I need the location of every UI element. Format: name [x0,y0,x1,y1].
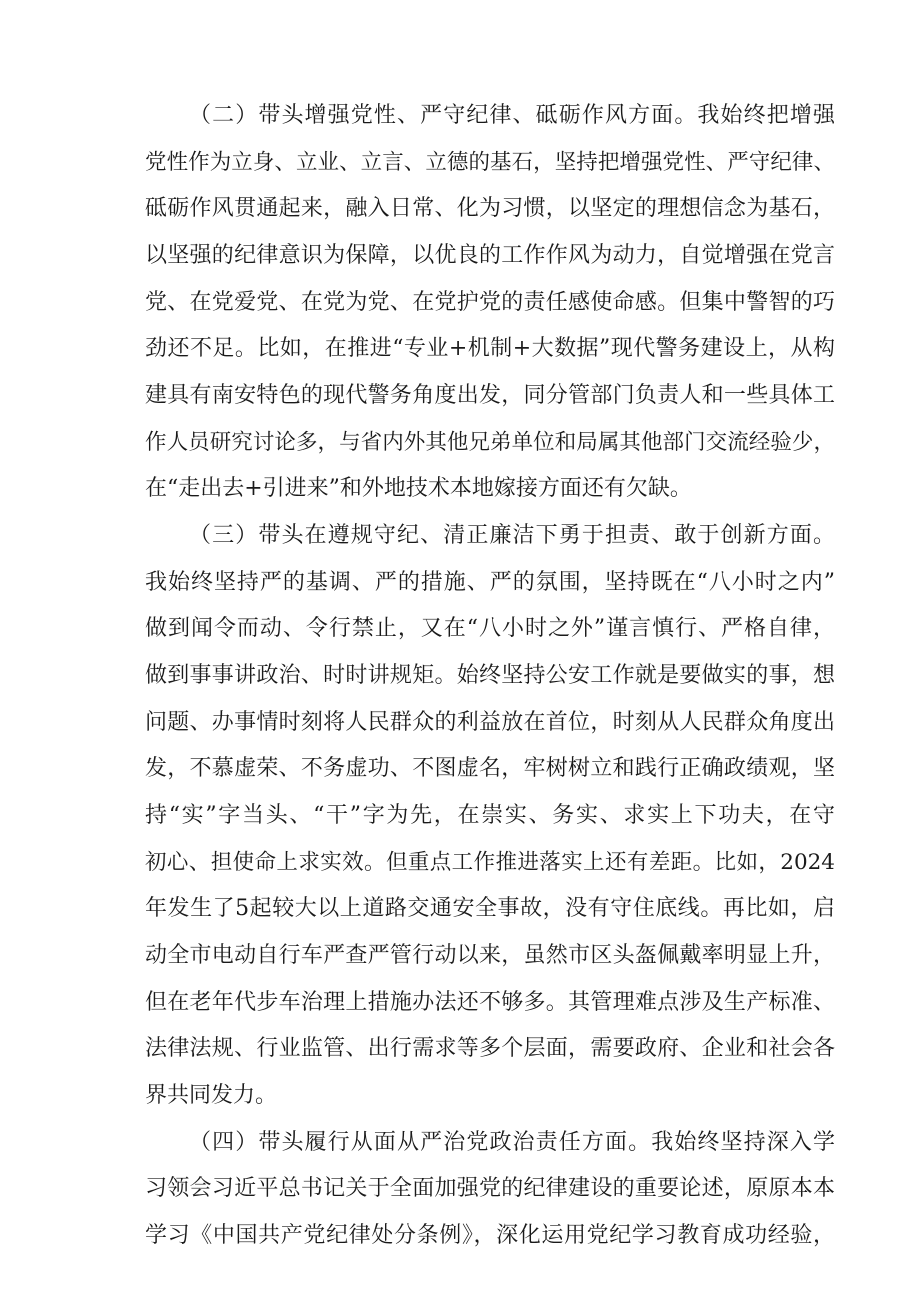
paragraph-3-line: 持“实”字当头、“干”字为先，在崇实、务实、求实上下功夫，在守 [145,803,835,828]
paragraph-2-line: 砥砺作风贯通起来，融入日常、化为习惯，以坚定的理想信念为基石， [145,196,835,221]
paragraph-2-line: 劲还不足。比如，在推进“专业+机制+大数据”现代警务建设上，从构 [145,336,835,361]
paragraph-3-line: 界共同发力。 [145,1083,278,1108]
paragraph-2-line: 党性作为立身、立业、立言、立德的基石，坚持把增强党性、严守纪律、 [145,150,835,175]
paragraph-3-line: 问题、办事情时刻将人民群众的利益放在首位，时刻从人民群众角度出 [145,710,835,735]
paragraph-4-line: 习领会习近平总书记关于全面加强党的纪律建设的重要论述，原原本本 [145,1176,835,1201]
paragraph-3-line: 做到事事讲政治、时时讲规矩。始终坚持公安工作就是要做实的事，想 [145,663,835,688]
paragraph-3-line: 发，不慕虚荣、不务虚功、不图虚名，牢树树立和践行正确政绩观，坚 [145,756,835,781]
paragraph-3-line: 我始终坚持严的基调、严的措施、严的氛围，坚持既在“八小时之内” [145,570,835,595]
paragraph-3-line: 法律法规、行业监管、出行需求等多个层面，需要政府、企业和社会各 [145,1036,835,1061]
paragraph-3-line: 初心、担使命上求实效。但重点工作推进落实上还有差距。比如，2024 [145,850,835,875]
paragraph-2-line: 作人员研究讨论多，与省内外其他兄弟单位和局属其他部门交流经验少， [145,430,835,455]
paragraph-3-line: 做到闻令而动、令行禁止，又在“八小时之外”谨言慎行、严格自律， [145,616,835,641]
paragraph-2-line: 在“走出去+引进来”和外地技术本地嫁接方面还有欠缺。 [145,476,692,501]
paragraph-3-line: 动全市电动自行车严查严管行动以来，虽然市区头盔佩戴率明显上升， [145,943,835,968]
paragraph-4-line: （四）带头履行从面从严治党政治责任方面。我始终坚持深入学 [189,1130,835,1155]
paragraph-2-line: 建具有南安特色的现代警务角度出发，同分管部门负责人和一些具体工 [145,383,835,408]
paragraph-2-line: 党、在党爱党、在党为党、在党护党的责任感使命感。但集中警智的巧 [145,290,835,315]
paragraph-3-line: 年发生了5起较大以上道路交通安全事故，没有守住底线。再比如，启 [145,896,835,921]
paragraph-3-line: 但在老年代步车治理上措施办法还不够多。其管理难点涉及生产标准、 [145,990,835,1015]
paragraph-3-line: （三）带头在遵规守纪、清正廉洁下勇于担责、敢于创新方面。 [189,523,835,548]
paragraph-2-line: （二）带头增强党性、严守纪律、砥砺作风方面。我始终把增强 [189,103,835,128]
paragraph-2-line: 以坚强的纪律意识为保障，以优良的工作作风为动力，自觉增强在党言 [145,243,835,268]
paragraph-4-line: 学习《中国共产党纪律处分条例》，深化运用党纪学习教育成功经验， [145,1223,835,1248]
